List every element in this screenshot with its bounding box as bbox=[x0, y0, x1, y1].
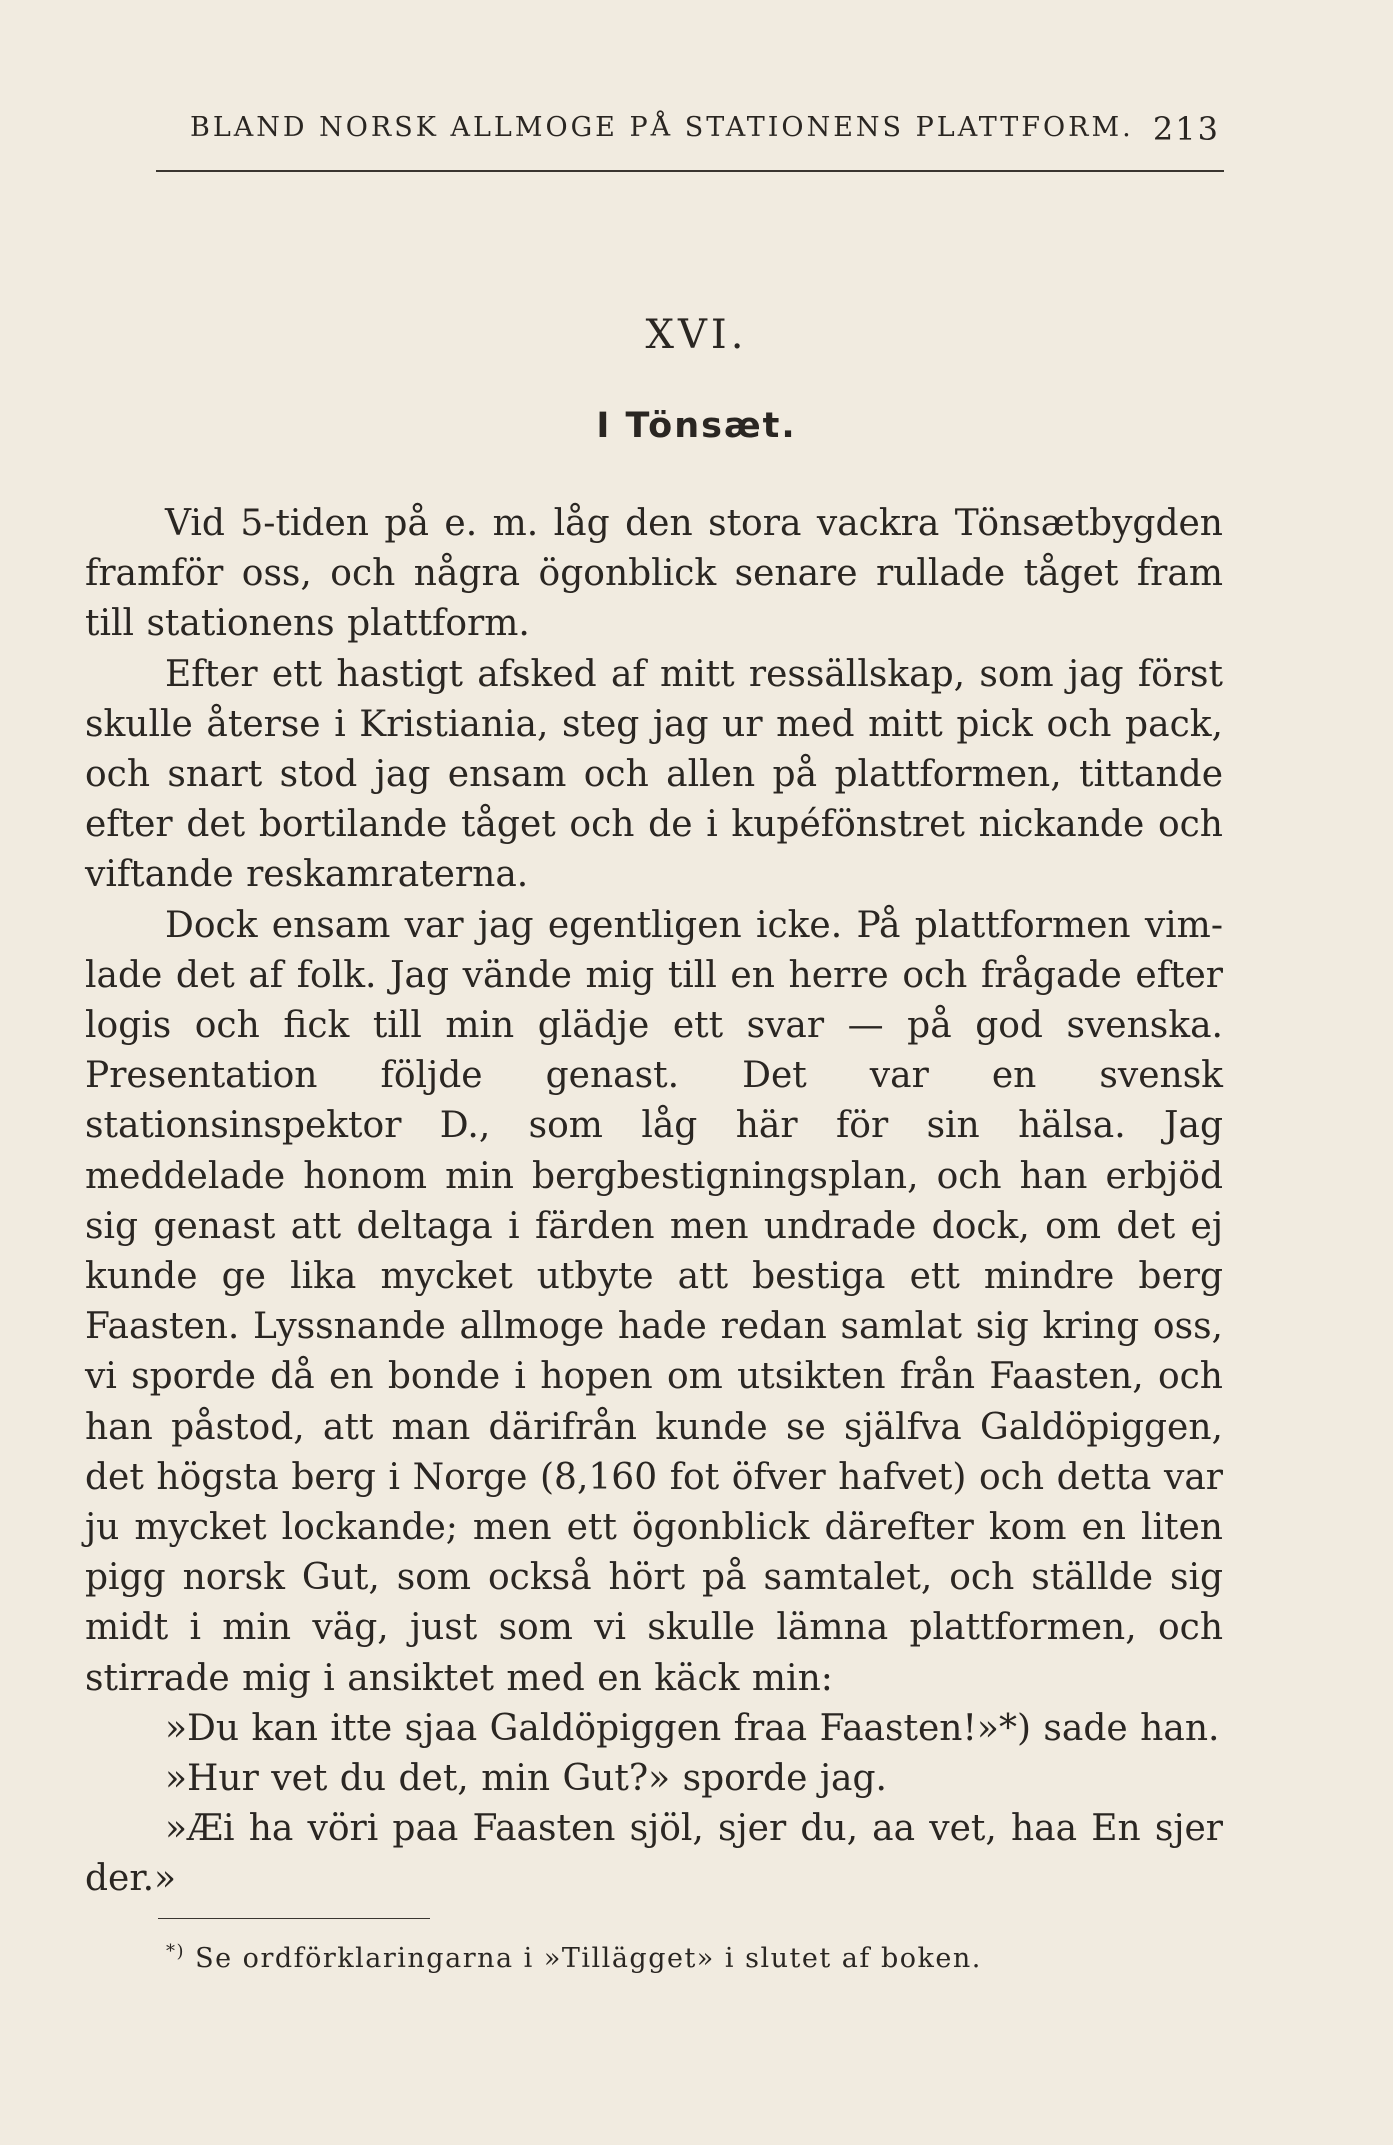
paragraph: Dock ensam var jag egentligen icke. På plattformen vimlade det af folk. Jag vände mig till en herre och frågade efter logis och fick till min glädje ett svar — på god svenska. Presentation följde genast. Det var en svensk stationsinspektor D., som låg här för sin hälsa. Jag meddelade honom min bergbestigningsplan, och han erbjöd sig genast att deltaga i färden men undrade dock, om det ej kunde ge lika mycket utbyte att bestiga ett mindre berg Faasten. Lyssnande allmoge hade redan samlat sig kring oss, vi sporde då en bonde i hopen om utsikten från Faasten, och han påstod, att man därifrån kunde se själfva Galdöpiggen, det högsta berg i Norge (8,160 fot öfver hafvet) och detta var ju mycket lockande; men ett ögonblick därefter kom en liten pigg norsk Gut, som också hört på samtalet, och ställde sig midt i min väg, just som vi skulle lämna plattformen, och stirrade mig i ansiktet med en käck min: bbox=[85, 904, 1223, 1699]
header-rule bbox=[156, 170, 1224, 172]
paragraph: »Æi ha vöri paa Faasten sjöl, sjer du, aa vet, haa En sjer der.» bbox=[85, 1808, 1223, 1900]
footnote-mark: *) bbox=[166, 1941, 186, 1962]
paragraph: »Du kan itte sjaa Galdöpiggen fraa Faasten!»*) sade han. bbox=[165, 1707, 1220, 1749]
body-text bbox=[85, 499, 1223, 1905]
paragraph: »Hur vet du det, min Gut?» sporde jag. bbox=[165, 1758, 887, 1800]
running-title: BLAND NORSK ALLMOGE PÅ STATIONENS PLATTFORM. bbox=[190, 112, 1134, 143]
footnote-rule bbox=[158, 1918, 430, 1919]
chapter-number: XVI. bbox=[645, 312, 748, 358]
chapter-title: I Tönsæt. bbox=[596, 406, 797, 446]
footnote bbox=[166, 1941, 1166, 1974]
paragraph: Efter ett hastigt afsked af mitt ressällskap, som jag först skulle återse i Kristiania, steg jag ur med mitt pick och pack, och snart stod jag ensam och allen på plattformen, tittande efter det bortilande tåget och de i kupéfönstret nickande och viftande reskamraterna. bbox=[85, 653, 1223, 896]
page-number: 213 bbox=[1152, 110, 1220, 148]
footnote-text: Se ordförklaringarna i »Tillägget» i slutet af boken. bbox=[195, 1943, 982, 1974]
paragraph: Vid 5-tiden på e. m. låg den stora vackra Tönsætbygden framför oss, och några ögonblick senare rullade tåget fram till stationens plattform. bbox=[85, 503, 1223, 645]
